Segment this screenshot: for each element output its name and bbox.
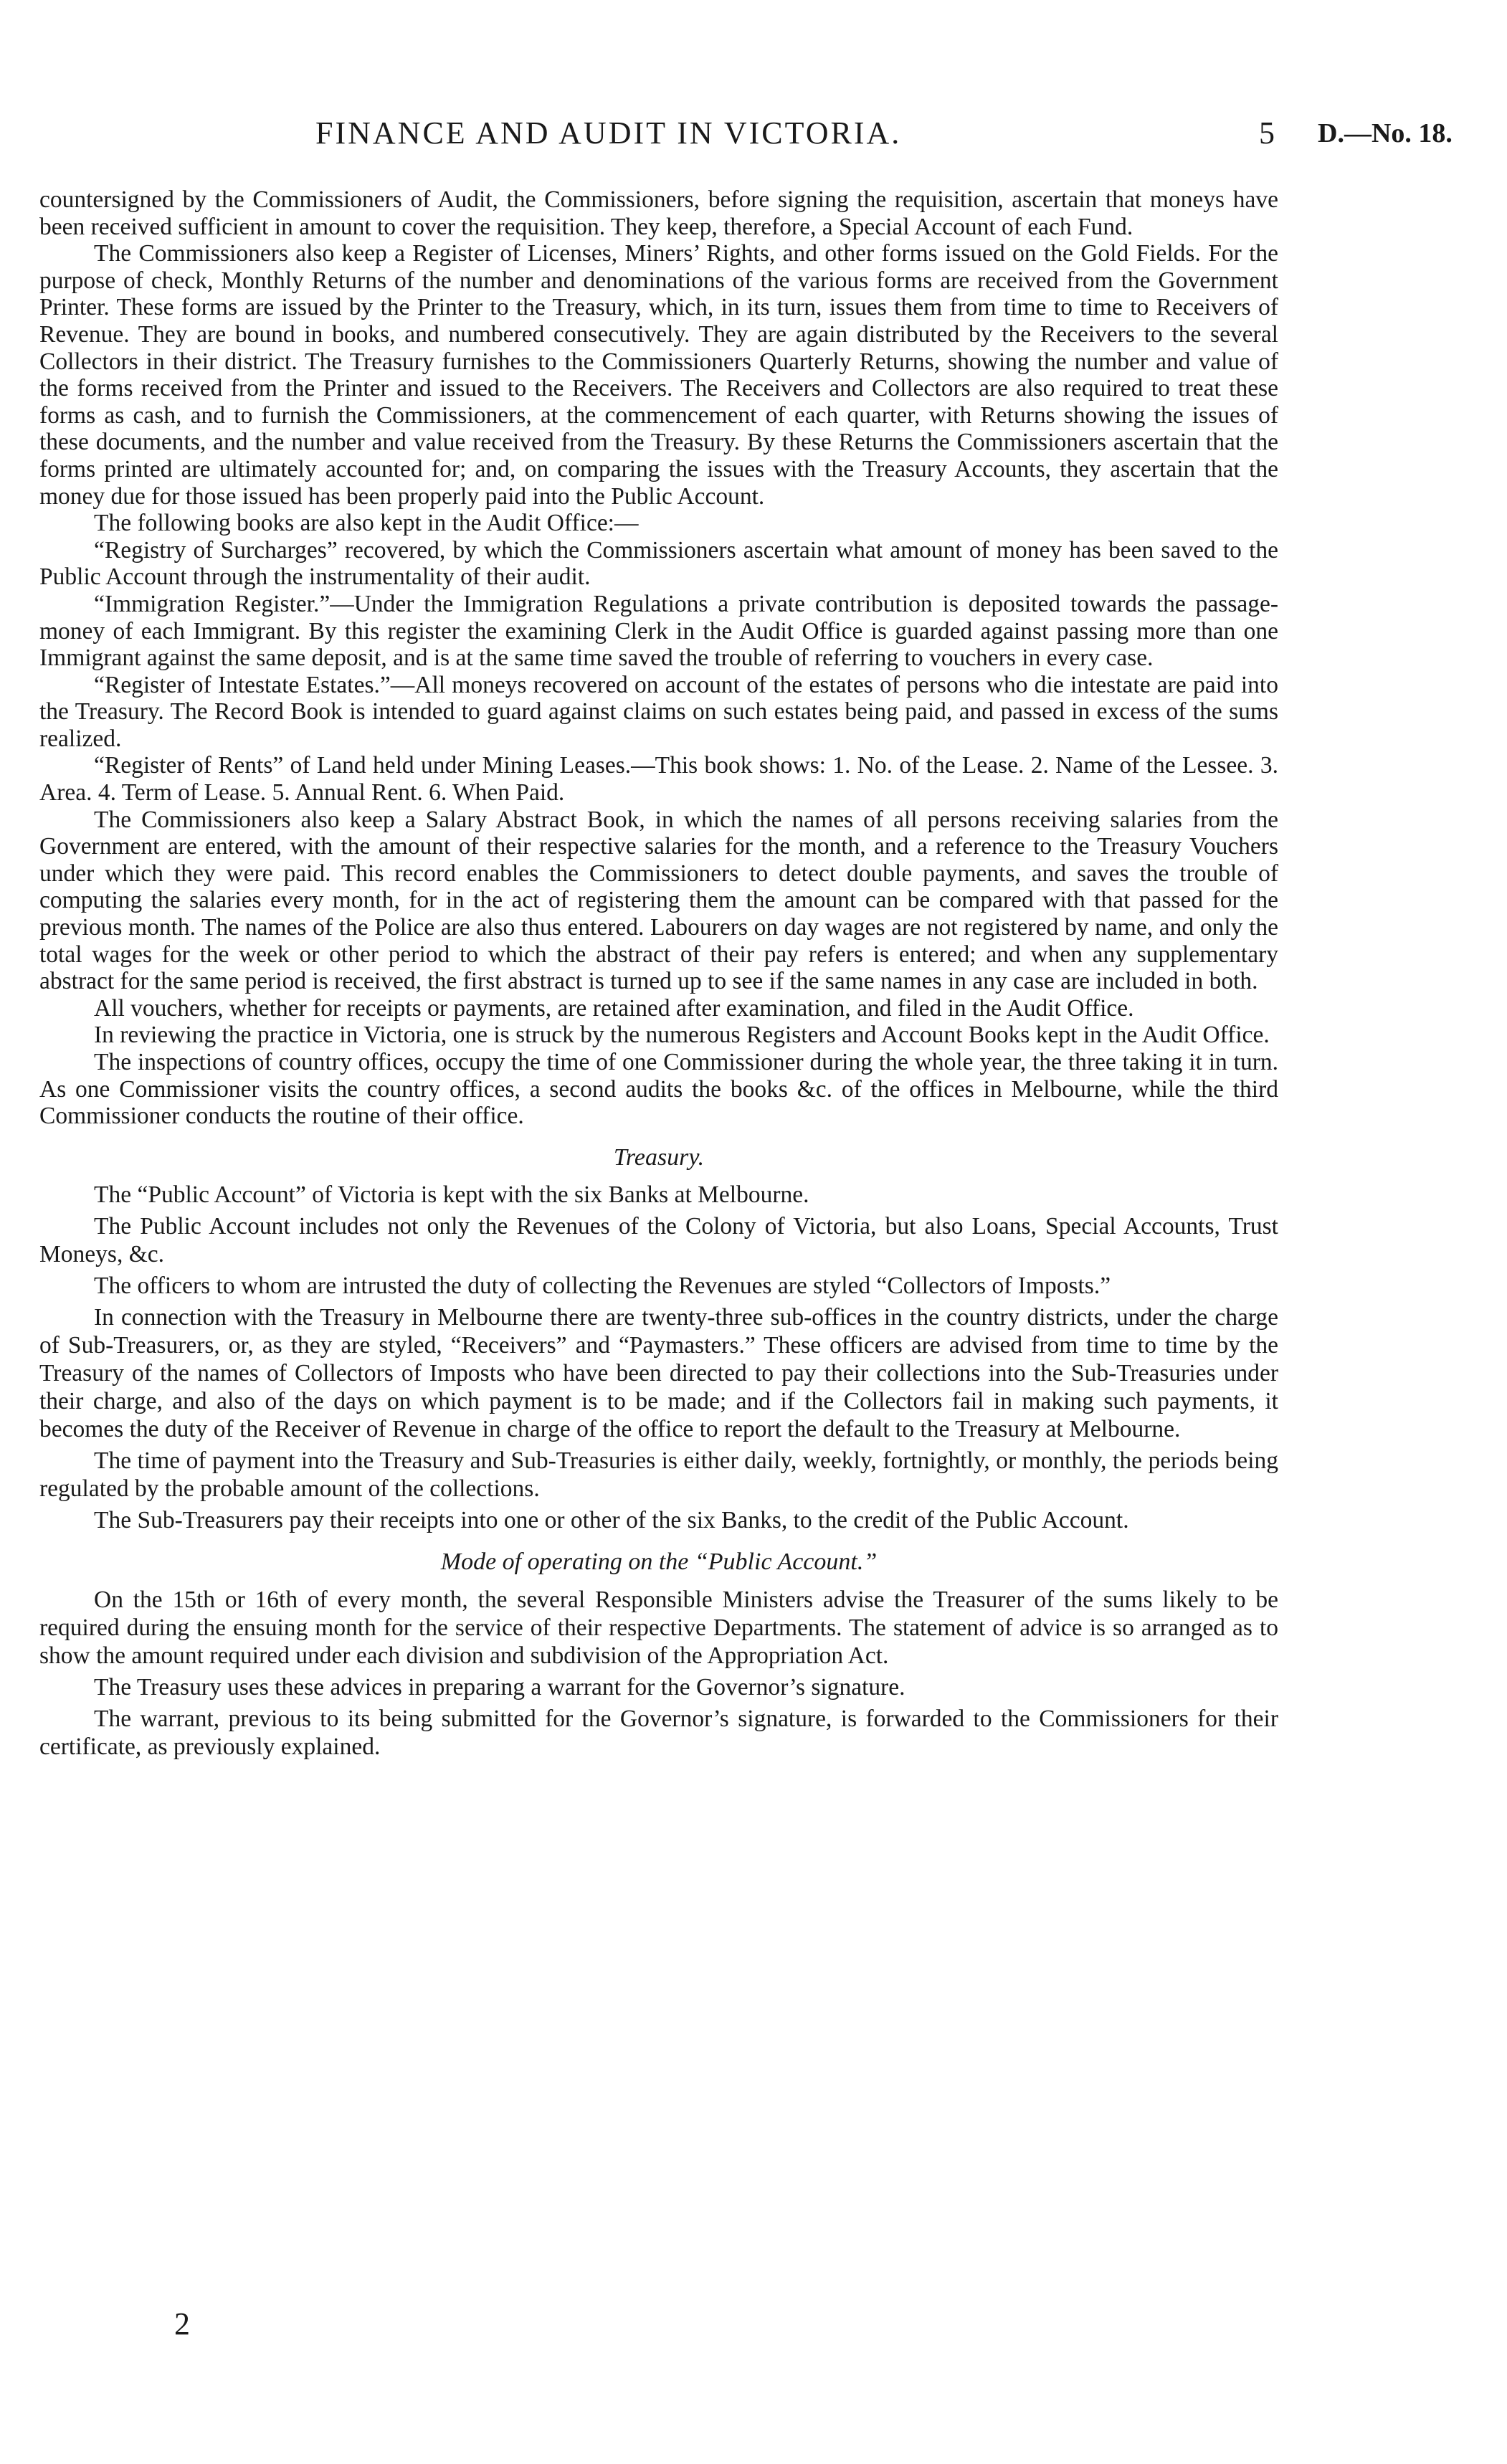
paragraph: “Register of Intestate Estates.”—All moneys recovered on account of the estates of persons who die intestate are paid into the Treasury. The Record Book is intended to guard against claims on such estates being paid, and passed in excess of the sums realized. — [39, 671, 1278, 752]
paragraph: The warrant, previous to its being submitted for the Governor’s signature, is forwarded to the Commissioners for their certificate, as previously explained. — [39, 1705, 1278, 1760]
paragraph: countersigned by the Commissioners of Audit, the Commissioners, before signing the requisition, ascertain that moneys have been received sufficient in amount to cover the requisition. They keep, therefore, a Special Account of each Fund. — [39, 186, 1278, 240]
running-title: FINANCE AND AUDIT IN VICTORIA. — [315, 115, 902, 151]
document-reference: D.—No. 18. — [1318, 118, 1453, 148]
page-number: 5 — [1259, 115, 1275, 151]
paragraph: The Sub-Treasurers pay their receipts into one or other of the six Banks, to the credit of the Public Account. — [94, 1507, 1129, 1534]
sheet-signature-mark: 2 — [174, 2306, 190, 2341]
paragraph: The following books are also kept in the Audit Office:— — [94, 510, 639, 537]
paragraph: “Register of Rents” of Land held under Mining Leases.—This book shows: 1. No. of the Lease. 2. Name of the Lessee. 3. Area. 4. Term of Lease. 5. Annual Rent. 6. When Paid. — [39, 752, 1278, 807]
public-account-section — [39, 1586, 1278, 1761]
body-text — [39, 186, 1278, 1764]
section-heading-public-account: Mode of operating on the “Public Account.” — [440, 1549, 878, 1576]
paragraph: In connection with the Treasury in Melbourne there are twenty-three sub-offices in the country districts, under the charge of Sub-Treasurers, or, as they are styled, “Receivers” and “Paymasters.” These officers are advised from time to time by the Treasury of the names of Collectors of Imposts who have been directed to pay their collections into the Sub-Treasuries under their charge, and also of the days on which payment is to be made; and if the Collectors fail in making such payments, it becomes the duty of the Receiver of Revenue in charge of the office to report the default to the Treasury at Melbourne. — [39, 1304, 1278, 1443]
paragraph: The Public Account includes not only the Revenues of the Colony of Victoria, but also Loans, Special Accounts, Trust Moneys, &c. — [39, 1213, 1278, 1268]
paragraph: “Immigration Register.”—Under the Immigration Regulations a private contribution is deposited towards the passage-money of each Immigrant. By this register the examining Clerk in the Audit Office is guarded against passing more than one Immigrant against the same deposit, and is at the same time saved the trouble of referring to vouchers in every case. — [39, 590, 1278, 672]
paragraph: The Commissioners also keep a Register of Licenses, Miners’ Rights, and other forms issued on the Gold Fields. For the purpose of check, Monthly Returns of the number and denominations of the various forms are received from the Government Printer. These forms are issued by the Printer to the Treasury, which, in its turn, issues them from time to time to Receivers of Revenue. They are bound in books, and numbered consecutively. They are again distributed by the Receivers to the several Collectors in their district. The Treasury furnishes to the Commissioners Quarterly Returns, showing the number and value of the forms received from the Printer and issued to the Receivers. The Receivers and Collectors are also required to treat these forms as cash, and to furnish the Commissioners, at the commencement of each quarter, with Returns showing the issues of these documents, and the number and value received from the Treasury. By these Returns the Commissioners ascertain that the forms printed are ultimately accounted for; and, on comparing the issues with the Treasury Accounts, they ascertain that the money due for those issued has been properly paid into the Public Account. — [39, 240, 1278, 510]
paragraph: All vouchers, whether for receipts or payments, are retained after examination, and filed in the Audit Office. — [94, 994, 1134, 1022]
paragraph: The Commissioners also keep a Salary Abstract Book, in which the names of all persons receiving salaries from the Government are entered, with the amount of their respective salaries for the month, and a reference to the Treasury Vouchers under which they were paid. This record enables the Commissioners to detect double payments, and saves the trouble of computing the salaries every month, for in the act of registering them the amount can be compared with that passed for the previous month. The names of the Police are also thus entered. Labourers on day wages are not registered by name, and only the total wages for the week or other period to which the abstract of their pay refers is entered; and when any supplementary abstract for the same period is received, the first abstract is turned up to see if the same names in any case are included in both. — [39, 806, 1278, 995]
paragraph: On the 15th or 16th of every month, the several Responsible Ministers advise the Treasurer of the sums likely to be required during the ensuing month for the service of their respective Departments. The statement of advice is so arranged as to show the amount required under each division and subdivision of the Appropriation Act. — [39, 1586, 1278, 1669]
section-heading-treasury: Treasury. — [613, 1143, 705, 1171]
paragraph: The officers to whom are intrusted the duty of collecting the Revenues are styled “Collectors of Imposts.” — [94, 1273, 1111, 1300]
paragraph: The time of payment into the Treasury and Sub-Treasuries is either daily, weekly, fortnightly, or monthly, the periods being regulated by the probable amount of the collections. — [39, 1447, 1278, 1503]
paragraph: The “Public Account” of Victoria is kept with the six Banks at Melbourne. — [94, 1181, 809, 1209]
paragraph: In reviewing the practice in Victoria, one is struck by the numerous Registers and Account Books kept in the Audit Office. — [94, 1022, 1270, 1049]
paragraph: “Registry of Surcharges” recovered, by which the Commissioners ascertain what amount of money has been saved to the Public Account through the instrumentality of their audit. — [39, 536, 1278, 591]
treasury-section — [39, 1181, 1278, 1534]
paragraph: The Treasury uses these advices in preparing a warrant for the Governor’s signature. — [94, 1673, 905, 1700]
paragraph: The inspections of country offices, occupy the time of one Commissioner during the whole year, the three taking it in turn. As one Commissioner visits the country offices, a second audits the books &c. of the offices in Melbourne, while the third Commissioner conducts the routine of their office. — [39, 1049, 1278, 1130]
page-header — [0, 115, 1507, 158]
